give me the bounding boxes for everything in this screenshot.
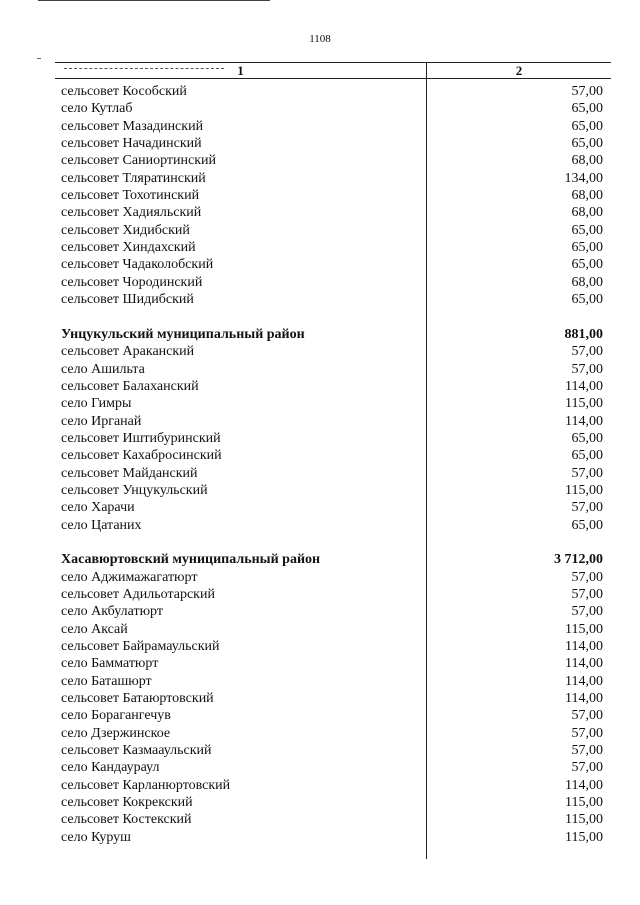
table-row <box>61 291 603 308</box>
table-row <box>61 118 603 135</box>
table-row <box>61 239 603 256</box>
row-name: сельсовет Начадинский <box>61 136 202 152</box>
table-row <box>61 829 603 846</box>
table-row <box>61 742 603 759</box>
table-body <box>61 83 603 846</box>
row-name: село Дзержинское <box>61 725 171 741</box>
table-row <box>61 100 603 117</box>
row-name: сельсовет Чадаколобский <box>61 257 214 273</box>
table-row <box>61 413 603 430</box>
row-value: 57,00 <box>571 725 603 741</box>
blank-row <box>61 308 603 325</box>
table-row <box>61 569 603 586</box>
row-name: сельсовет Чородинский <box>61 274 203 290</box>
row-value: 57,00 <box>571 465 603 481</box>
blank-row <box>61 534 603 551</box>
table-row <box>61 499 603 516</box>
row-value: 3 712,00 <box>554 552 603 568</box>
row-name: сельсовет Костекский <box>61 812 192 828</box>
row-value: 65,00 <box>571 101 603 117</box>
row-name: село Баташюрт <box>61 673 152 689</box>
row-value: 68,00 <box>571 153 603 169</box>
top-rule <box>38 0 270 1</box>
row-name: сельсовет Хиндахский <box>61 240 196 256</box>
row-value: 65,00 <box>571 517 603 533</box>
row-value: 114,00 <box>565 413 603 429</box>
row-name: село Ирганай <box>61 413 142 429</box>
row-value: 65,00 <box>571 240 603 256</box>
row-name: село Цатаних <box>61 517 142 533</box>
row-value: 115,00 <box>565 795 603 811</box>
table-row <box>61 794 603 811</box>
row-value: 65,00 <box>571 430 603 446</box>
row-name: сельсовет Карланюртовский <box>61 777 231 793</box>
table-row <box>61 482 603 499</box>
row-value: 57,00 <box>571 604 603 620</box>
row-name: Унцукульский муниципальный район <box>61 326 305 342</box>
row-value: 57,00 <box>571 344 603 360</box>
row-value: 65,00 <box>571 448 603 464</box>
row-value: 114,00 <box>565 378 603 394</box>
row-value: 57,00 <box>571 84 603 99</box>
row-value: 114,00 <box>565 639 603 654</box>
row-name: село Аджимажагатюрт <box>61 569 198 585</box>
table-row <box>61 638 603 655</box>
table-row <box>61 135 603 152</box>
table-row <box>61 152 603 169</box>
table-row <box>61 465 603 482</box>
row-value: 57,00 <box>571 708 603 724</box>
row-value: 114,00 <box>565 673 603 689</box>
table-row <box>61 811 603 828</box>
table-row <box>61 673 603 690</box>
column-header-1: 1 <box>237 63 244 78</box>
row-name: село Кутлаб <box>61 101 133 117</box>
table-row <box>61 204 603 221</box>
row-value: 57,00 <box>571 361 603 377</box>
row-value: 114,00 <box>565 656 603 672</box>
row-name: село Бамматюрт <box>61 656 159 672</box>
district-row <box>61 551 603 568</box>
row-name: сельсовет Унцукульский <box>61 482 208 498</box>
row-name: сельсовет Кахабросинский <box>61 448 222 464</box>
table-row <box>61 274 603 291</box>
row-name: сельсовет Казмааульский <box>61 743 212 759</box>
row-value: 57,00 <box>571 760 603 776</box>
row-name: сельсовет Батаюртовский <box>61 691 214 707</box>
row-value: 65,00 <box>571 136 603 152</box>
row-value: 115,00 <box>565 396 603 412</box>
row-name: сельсовет Мазадинский <box>61 118 204 134</box>
table-row <box>61 361 603 378</box>
row-name: село Борагангечув <box>61 708 171 724</box>
table-row <box>61 83 603 100</box>
row-name: сельсовет Шидибский <box>61 292 194 308</box>
table-row <box>61 395 603 412</box>
row-name: сельсовет Саниортинский <box>61 153 216 169</box>
row-name: сельсовет Иштибуринский <box>61 430 221 446</box>
table-row <box>61 222 603 239</box>
row-value: 881,00 <box>564 326 603 342</box>
row-value: 115,00 <box>565 482 603 498</box>
row-value: 57,00 <box>571 586 603 602</box>
row-name: сельсовет Тляратинский <box>61 170 206 186</box>
row-name: село Харачи <box>61 500 135 516</box>
row-name: сельсовет Араканский <box>61 344 195 360</box>
scan-mark <box>37 58 41 59</box>
row-name: сельсовет Кособский <box>61 84 187 99</box>
row-value: 57,00 <box>571 569 603 585</box>
table-row <box>61 759 603 776</box>
row-value: 115,00 <box>565 621 603 637</box>
row-value: 115,00 <box>565 812 603 828</box>
column-header-2: 2 <box>515 63 523 78</box>
row-value: 115,00 <box>565 829 603 845</box>
table-row <box>61 170 603 187</box>
row-name: Хасавюртовский муниципальный район <box>61 552 321 568</box>
row-name: село Гимры <box>61 396 132 412</box>
row-name: сельсовет Адильотарский <box>61 586 215 602</box>
row-value: 65,00 <box>571 292 603 308</box>
row-value: 68,00 <box>571 274 603 290</box>
table-row <box>61 690 603 707</box>
table-row <box>61 725 603 742</box>
row-name: село Куруш <box>61 829 131 845</box>
row-value: 65,00 <box>571 118 603 134</box>
row-value: 114,00 <box>565 777 603 793</box>
table-row <box>61 378 603 395</box>
row-value: 57,00 <box>571 743 603 759</box>
row-name: село Ашильта <box>61 361 145 377</box>
row-name: сельсовет Хадияльский <box>61 205 202 221</box>
row-value: 57,00 <box>571 500 603 516</box>
row-name: сельсовет Хидибский <box>61 222 190 238</box>
row-value: 68,00 <box>571 188 603 204</box>
row-name: село Аксай <box>61 621 128 637</box>
page-number: 1108 <box>309 33 331 45</box>
table-row <box>61 447 603 464</box>
table-row <box>61 603 603 620</box>
table-row <box>61 777 603 794</box>
row-name: сельсовет Байрамаульский <box>61 639 220 654</box>
table-row <box>61 430 603 447</box>
row-value: 134,00 <box>564 170 603 186</box>
row-name: сельсовет Кокрекский <box>61 795 193 811</box>
district-row <box>61 326 603 343</box>
table-row <box>61 343 603 360</box>
table-row <box>61 517 603 534</box>
row-value: 114,00 <box>565 691 603 707</box>
table-row <box>61 187 603 204</box>
table-row <box>61 655 603 672</box>
row-name: село Кандаураул <box>61 760 160 776</box>
row-value: 68,00 <box>571 205 603 221</box>
row-value: 65,00 <box>571 222 603 238</box>
table-row <box>61 707 603 724</box>
row-name: сельсовет Тохотинский <box>61 188 200 204</box>
row-name: село Акбулатюрт <box>61 604 163 620</box>
table-row <box>61 621 603 638</box>
table-header <box>55 62 611 79</box>
row-name: сельсовет Майданский <box>61 465 198 481</box>
table-row <box>61 586 603 603</box>
table-row <box>61 256 603 273</box>
row-name: сельсовет Балаханский <box>61 378 199 394</box>
row-value: 65,00 <box>571 257 603 273</box>
